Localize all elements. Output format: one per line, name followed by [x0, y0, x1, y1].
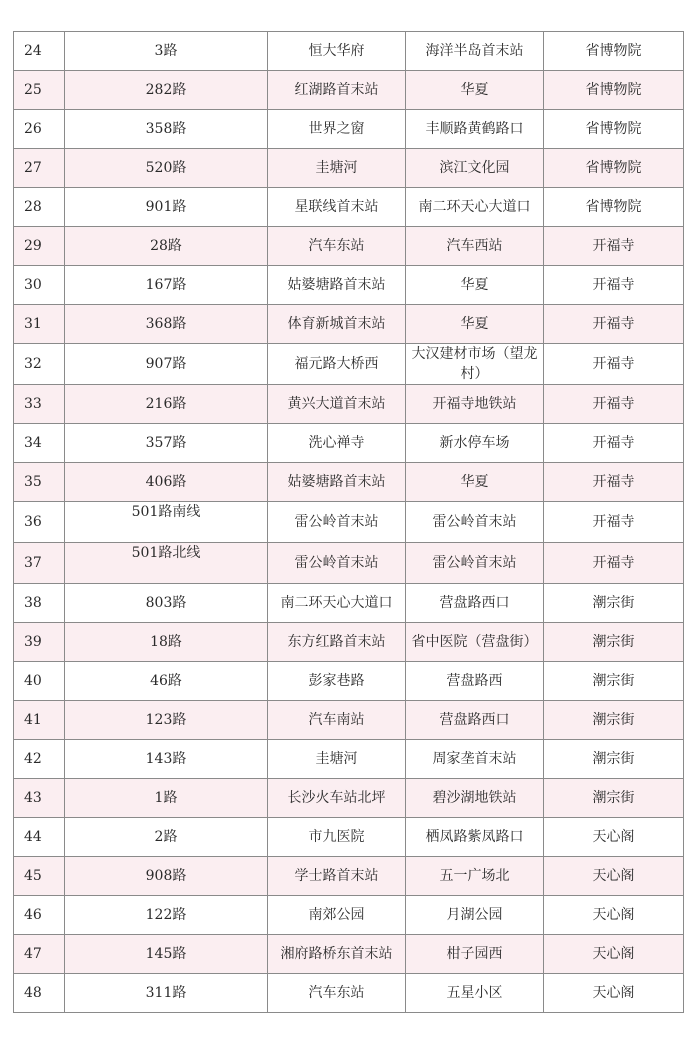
table-row — [14, 110, 684, 149]
table-row — [14, 188, 684, 227]
table-row — [14, 818, 684, 857]
table-row — [14, 149, 684, 188]
end-stop-cell: 营盘路西口 — [406, 584, 544, 623]
row-number-cell: 24 — [14, 32, 65, 71]
end-stop-cell: 月湖公园 — [406, 896, 544, 935]
bus-route-table — [13, 31, 684, 1013]
end-stop-cell: 营盘路西口 — [406, 701, 544, 740]
route-name-cell: 3路 — [65, 32, 268, 71]
table-row — [14, 779, 684, 818]
start-stop-cell: 南郊公园 — [268, 896, 406, 935]
end-stop-cell: 汽车西站 — [406, 227, 544, 266]
row-number-cell: 31 — [14, 305, 65, 344]
route-name-cell: 216路 — [65, 385, 268, 424]
table-row — [14, 935, 684, 974]
row-number-cell: 42 — [14, 740, 65, 779]
row-number-cell: 37 — [14, 543, 65, 584]
nearby-site-cell: 省博物院 — [544, 32, 684, 71]
route-name-cell: 358路 — [65, 110, 268, 149]
start-stop-cell: 圭塘河 — [268, 149, 406, 188]
table-row — [14, 502, 684, 543]
start-stop-cell: 雷公岭首末站 — [268, 543, 406, 584]
nearby-site-cell: 省博物院 — [544, 110, 684, 149]
nearby-site-cell: 开福寺 — [544, 385, 684, 424]
table-row — [14, 463, 684, 502]
start-stop-cell: 汽车南站 — [268, 701, 406, 740]
end-stop-cell: 栖凤路紫凤路口 — [406, 818, 544, 857]
start-stop-cell: 学士路首末站 — [268, 857, 406, 896]
nearby-site-cell: 潮宗街 — [544, 584, 684, 623]
nearby-site-cell: 开福寺 — [544, 305, 684, 344]
end-stop-cell: 柑子园西 — [406, 935, 544, 974]
start-stop-cell: 恒大华府 — [268, 32, 406, 71]
row-number-cell: 34 — [14, 424, 65, 463]
nearby-site-cell: 开福寺 — [544, 543, 684, 584]
end-stop-cell: 五星小区 — [406, 974, 544, 1013]
route-name-cell: 406路 — [65, 463, 268, 502]
row-number-cell: 29 — [14, 227, 65, 266]
end-stop-cell: 省中医院（营盘街） — [406, 623, 544, 662]
table-row — [14, 623, 684, 662]
table-row — [14, 662, 684, 701]
row-number-cell: 25 — [14, 71, 65, 110]
start-stop-cell: 姑婆塘路首末站 — [268, 266, 406, 305]
end-stop-cell: 新水停车场 — [406, 424, 544, 463]
nearby-site-cell: 开福寺 — [544, 424, 684, 463]
route-name-cell: 520路 — [65, 149, 268, 188]
start-stop-cell: 南二环天心大道口 — [268, 584, 406, 623]
bus-route-table-body — [14, 32, 684, 1013]
nearby-site-cell: 天心阁 — [544, 896, 684, 935]
route-name-cell: 1路 — [65, 779, 268, 818]
row-number-cell: 33 — [14, 385, 65, 424]
row-number-cell: 47 — [14, 935, 65, 974]
start-stop-cell: 长沙火车站北坪 — [268, 779, 406, 818]
route-name-cell: 282路 — [65, 71, 268, 110]
route-name-cell: 28路 — [65, 227, 268, 266]
table-row — [14, 344, 684, 385]
start-stop-cell: 福元路大桥西 — [268, 344, 406, 385]
start-stop-cell: 圭塘河 — [268, 740, 406, 779]
row-number-cell: 27 — [14, 149, 65, 188]
row-number-cell: 30 — [14, 266, 65, 305]
row-number-cell: 43 — [14, 779, 65, 818]
row-number-cell: 45 — [14, 857, 65, 896]
route-name-cell: 46路 — [65, 662, 268, 701]
row-number-cell: 39 — [14, 623, 65, 662]
nearby-site-cell: 天心阁 — [544, 857, 684, 896]
start-stop-cell: 星联线首末站 — [268, 188, 406, 227]
route-name-cell: 123路 — [65, 701, 268, 740]
nearby-site-cell: 天心阁 — [544, 974, 684, 1013]
bus-route-table-sheet — [13, 31, 683, 1013]
start-stop-cell: 雷公岭首末站 — [268, 502, 406, 543]
table-row — [14, 71, 684, 110]
nearby-site-cell: 开福寺 — [544, 344, 684, 385]
row-number-cell: 28 — [14, 188, 65, 227]
table-row — [14, 266, 684, 305]
start-stop-cell: 彭家巷路 — [268, 662, 406, 701]
end-stop-cell: 雷公岭首末站 — [406, 502, 544, 543]
end-stop-cell: 营盘路西 — [406, 662, 544, 701]
table-row — [14, 32, 684, 71]
nearby-site-cell: 天心阁 — [544, 818, 684, 857]
route-name-cell: 18路 — [65, 623, 268, 662]
route-name-cell: 901路 — [65, 188, 268, 227]
route-name-cell: 908路 — [65, 857, 268, 896]
end-stop-cell: 华夏 — [406, 266, 544, 305]
row-number-cell: 38 — [14, 584, 65, 623]
table-row — [14, 227, 684, 266]
nearby-site-cell: 潮宗街 — [544, 623, 684, 662]
row-number-cell: 26 — [14, 110, 65, 149]
end-stop-cell: 华夏 — [406, 463, 544, 502]
start-stop-cell: 红湖路首末站 — [268, 71, 406, 110]
row-number-cell: 32 — [14, 344, 65, 385]
start-stop-cell: 体育新城首末站 — [268, 305, 406, 344]
nearby-site-cell: 潮宗街 — [544, 701, 684, 740]
route-name-cell: 145路 — [65, 935, 268, 974]
route-name-cell: 501路北线 — [65, 543, 268, 584]
route-name-cell: 501路南线 — [65, 502, 268, 543]
row-number-cell: 35 — [14, 463, 65, 502]
row-number-cell: 36 — [14, 502, 65, 543]
table-row — [14, 857, 684, 896]
route-name-cell: 368路 — [65, 305, 268, 344]
table-row — [14, 424, 684, 463]
end-stop-cell: 五一广场北 — [406, 857, 544, 896]
row-number-cell: 41 — [14, 701, 65, 740]
table-row — [14, 584, 684, 623]
end-stop-cell: 华夏 — [406, 305, 544, 344]
start-stop-cell: 汽车东站 — [268, 974, 406, 1013]
table-row — [14, 701, 684, 740]
end-stop-cell: 雷公岭首末站 — [406, 543, 544, 584]
nearby-site-cell: 天心阁 — [544, 935, 684, 974]
nearby-site-cell: 开福寺 — [544, 227, 684, 266]
start-stop-cell: 洗心禅寺 — [268, 424, 406, 463]
nearby-site-cell: 开福寺 — [544, 502, 684, 543]
route-name-cell: 311路 — [65, 974, 268, 1013]
route-name-cell: 907路 — [65, 344, 268, 385]
row-number-cell: 46 — [14, 896, 65, 935]
table-row — [14, 385, 684, 424]
start-stop-cell: 汽车东站 — [268, 227, 406, 266]
start-stop-cell: 湘府路桥东首末站 — [268, 935, 406, 974]
table-row — [14, 974, 684, 1013]
route-name-cell: 803路 — [65, 584, 268, 623]
nearby-site-cell: 潮宗街 — [544, 740, 684, 779]
nearby-site-cell: 省博物院 — [544, 188, 684, 227]
nearby-site-cell: 省博物院 — [544, 149, 684, 188]
route-name-cell: 357路 — [65, 424, 268, 463]
row-number-cell: 40 — [14, 662, 65, 701]
end-stop-cell: 大汉建材市场（望龙村） — [406, 344, 544, 385]
table-row — [14, 740, 684, 779]
end-stop-cell: 南二环天心大道口 — [406, 188, 544, 227]
end-stop-cell: 海洋半岛首末站 — [406, 32, 544, 71]
route-name-cell: 122路 — [65, 896, 268, 935]
end-stop-cell: 滨江文化园 — [406, 149, 544, 188]
end-stop-cell: 开福寺地铁站 — [406, 385, 544, 424]
start-stop-cell: 市九医院 — [268, 818, 406, 857]
start-stop-cell: 黄兴大道首末站 — [268, 385, 406, 424]
nearby-site-cell: 省博物院 — [544, 71, 684, 110]
table-row — [14, 305, 684, 344]
start-stop-cell: 姑婆塘路首末站 — [268, 463, 406, 502]
end-stop-cell: 碧沙湖地铁站 — [406, 779, 544, 818]
end-stop-cell: 周家垄首末站 — [406, 740, 544, 779]
start-stop-cell: 东方红路首末站 — [268, 623, 406, 662]
end-stop-cell: 丰顺路黄鹤路口 — [406, 110, 544, 149]
route-name-cell: 143路 — [65, 740, 268, 779]
table-row — [14, 896, 684, 935]
nearby-site-cell: 潮宗街 — [544, 662, 684, 701]
route-name-cell: 2路 — [65, 818, 268, 857]
start-stop-cell: 世界之窗 — [268, 110, 406, 149]
route-name-cell: 167路 — [65, 266, 268, 305]
nearby-site-cell: 开福寺 — [544, 266, 684, 305]
nearby-site-cell: 潮宗街 — [544, 779, 684, 818]
row-number-cell: 44 — [14, 818, 65, 857]
nearby-site-cell: 开福寺 — [544, 463, 684, 502]
end-stop-cell: 华夏 — [406, 71, 544, 110]
row-number-cell: 48 — [14, 974, 65, 1013]
table-row — [14, 543, 684, 584]
